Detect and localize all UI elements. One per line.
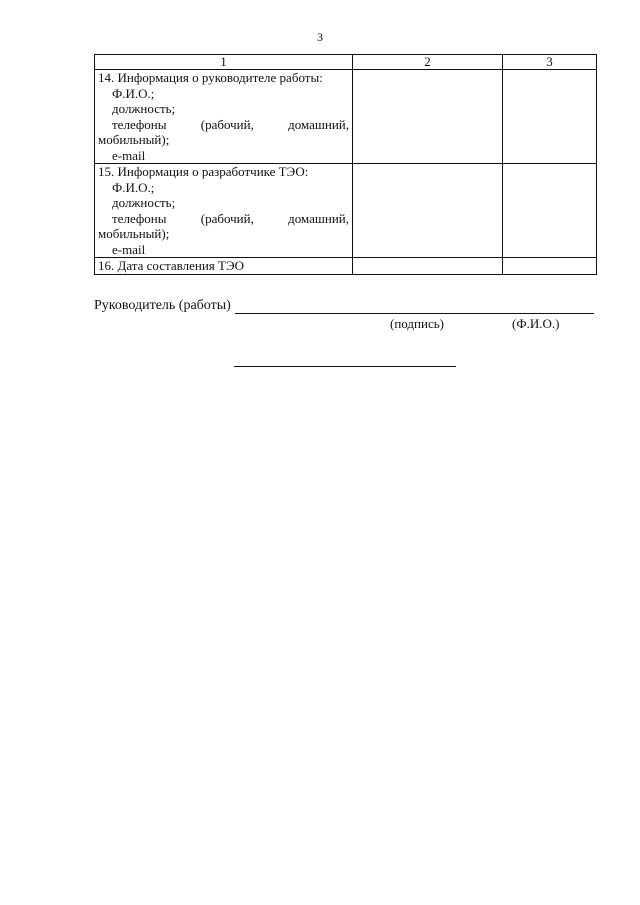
row-14-cell-3	[503, 70, 597, 164]
signature-caption: (подпись)	[390, 316, 444, 331]
signature-line	[235, 299, 594, 314]
row-16-title: 16. Дата составления ТЭО	[98, 258, 245, 273]
row-16-cell-3	[503, 258, 597, 275]
row-14-phones-cont: мобильный);	[98, 132, 170, 147]
info-table	[94, 54, 597, 275]
row-15-description	[95, 164, 353, 258]
row-15-phones-word-2: (рабочий,	[200, 210, 254, 226]
signature-block	[94, 298, 594, 332]
signature-captions	[94, 314, 594, 332]
row-15-cell-3	[503, 164, 597, 258]
row-15-fio: Ф.И.О.;	[112, 179, 155, 195]
page-number: 3	[317, 30, 323, 44]
signature-row	[94, 298, 594, 314]
row-15-email: e-mail	[112, 241, 146, 257]
row-14-fio: Ф.И.О.;	[112, 85, 155, 101]
signature-label: Руководитель (работы)	[94, 298, 231, 313]
row-15-phones	[98, 211, 349, 227]
table-header-row	[95, 55, 597, 70]
row-16-description	[95, 258, 353, 275]
row-14-phones-word-1: телефоны	[112, 116, 167, 132]
column-header-3: 3	[503, 55, 597, 70]
row-16-cell-2	[353, 258, 503, 275]
row-14-description	[95, 70, 353, 164]
column-header-2: 2	[353, 55, 503, 70]
row-15-phones-word-3: домашний,	[288, 210, 349, 226]
row-14-cell-2	[353, 70, 503, 164]
row-14-phones-word-2: (рабочий,	[200, 116, 254, 132]
row-14-position: должность;	[112, 101, 176, 116]
table-row-14	[95, 70, 597, 164]
column-header-1: 1	[95, 55, 353, 70]
row-15-phones-cont: мобильный);	[98, 226, 170, 241]
row-15-title: 15. Информация о разработчике ТЭО:	[98, 164, 309, 179]
row-15-phones-word-1: телефоны	[112, 210, 167, 226]
row-14-email: e-mail	[112, 147, 146, 163]
row-14-phones	[98, 117, 349, 133]
table-row-15	[95, 164, 597, 258]
end-divider-line	[234, 366, 456, 367]
name-caption: (Ф.И.О.)	[512, 316, 560, 331]
row-15-cell-2	[353, 164, 503, 258]
row-14-title: 14. Информация о руководителе работы:	[98, 70, 323, 85]
row-14-phones-word-3: домашний,	[288, 116, 349, 132]
row-15-position: должность;	[112, 195, 176, 210]
table-row-16	[95, 258, 597, 275]
